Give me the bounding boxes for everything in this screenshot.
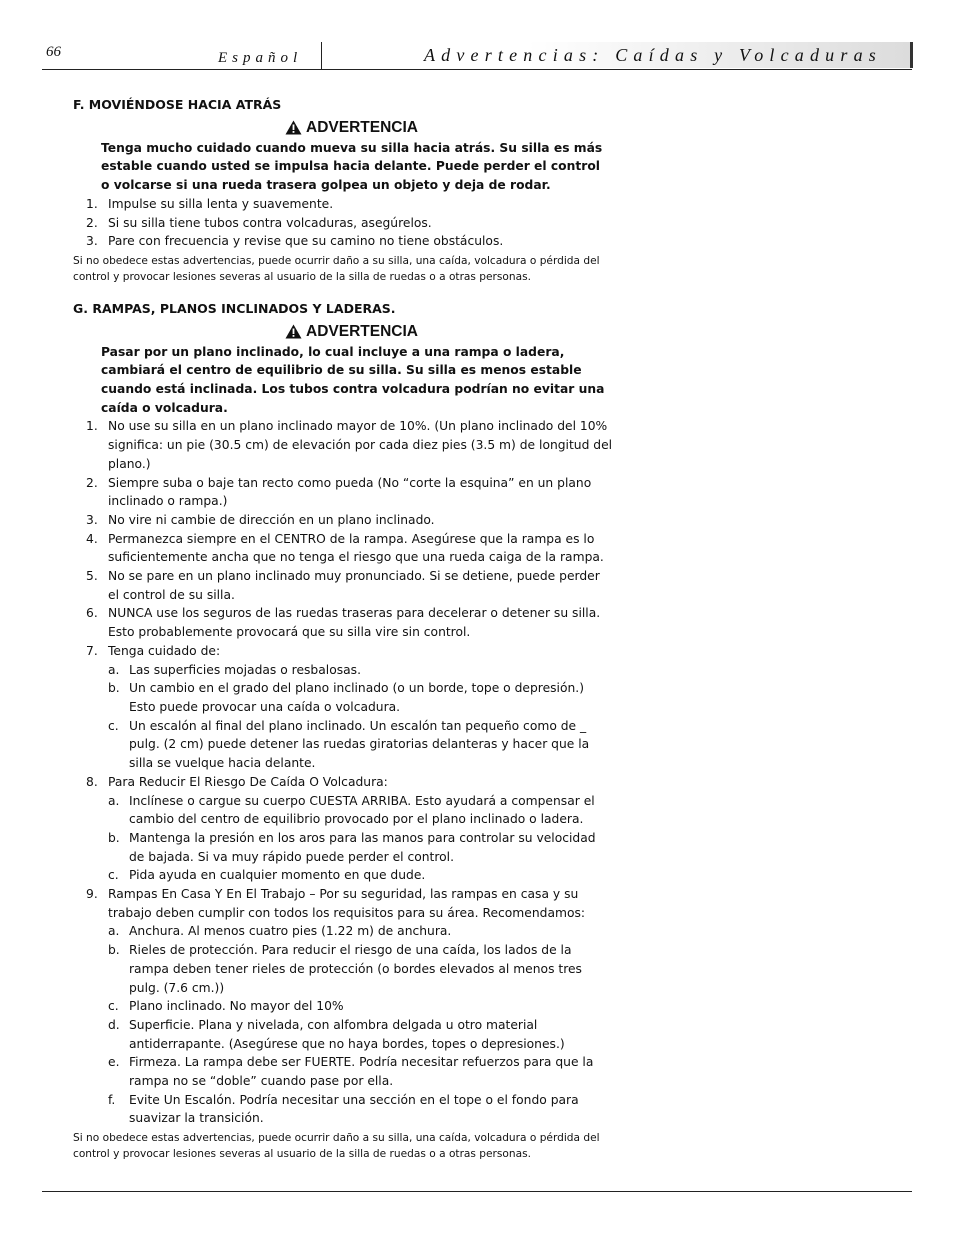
page-title: Advertencias: Caídas y Volcaduras <box>423 45 882 65</box>
list-item-number: 5. <box>86 569 98 584</box>
list-item-number: 2. <box>86 475 98 490</box>
list-item <box>73 885 613 922</box>
numbered-list <box>73 417 613 1128</box>
list-item-text: Rampas En Casa Y En El Trabajo – Por su seguridad, las rampas en casa y su trabajo deben cumplir con todos los requisitos para su área. Recomendamos: <box>108 887 586 920</box>
header-rule <box>42 69 912 70</box>
section-heading: G. RAMPAS, PLANOS INCLINADOS Y LADERAS. <box>73 300 396 316</box>
sub-list-text: Rieles de protección. Para reducir el riesgo de una caída, los lados de la rampa deben tener rieles de protección (o bordes elevados al menos tres pulg. (7.6 cm.)) <box>129 943 582 995</box>
sub-list-letter: e. <box>108 1055 120 1070</box>
sub-list-text: Las superficies mojadas o resbalosas. <box>129 662 361 677</box>
sub-list-text: Pida ayuda en cualquier momento en que dude. <box>129 868 426 883</box>
warning-note: Si no obedece estas advertencias, puede ocurrir daño a su silla, una caída, volcadura o pérdida del control y provocar lesiones severas al usuario de la silla de ruedas o a otras personas. <box>73 1132 600 1161</box>
list-item <box>73 530 613 567</box>
warning-note: Si no obedece estas advertencias, puede ocurrir daño a su silla, una caída, volcadura o pérdida del control y provocar lesiones severas al usuario de la silla de ruedas o a otras personas. <box>73 254 600 283</box>
sub-list-letter: b. <box>108 681 120 696</box>
list-item-text: Si su silla tiene tubos contra volcaduras, asegúrelos. <box>108 215 432 230</box>
warning-text: Pasar por un plano inclinado, lo cual incluye a una rampa o ladera, cambiará el centro de equilibrio de su silla. Su silla es menos estable cuando está inclinada. Los tubos contra volcadura podrían no evitar una caída o volcadura. <box>101 344 605 415</box>
warning-title: ADVERTENCIA <box>306 118 418 136</box>
list-item <box>73 511 613 530</box>
sub-list-letter: a. <box>108 662 120 677</box>
sub-list-item <box>108 679 613 716</box>
numbered-list <box>73 195 613 251</box>
list-item-text: No vire ni cambie de dirección en un plano inclinado. <box>108 512 435 527</box>
section-g <box>73 300 613 1162</box>
list-item-text: NUNCA use los seguros de las ruedas traseras para decelerar o detener su silla. Esto probablemente provocará que su silla vire sin control. <box>108 606 601 640</box>
sub-list-letter: a. <box>108 924 120 939</box>
sub-list-item <box>108 941 613 997</box>
list-item <box>73 773 613 792</box>
list-item-text: Para Reducir El Riesgo De Caída O Volcadura: <box>108 774 388 789</box>
list-item-text: Impulse su silla lenta y suavemente. <box>108 196 334 211</box>
list-item-text: Permanezca siempre en el CENTRO de la rampa. Asegúrese que la rampa es lo suficientemente ancha que no tenga el riesgo que una rueda caiga de la rampa. <box>108 531 604 565</box>
list-item-number: 8. <box>86 774 98 789</box>
list-item-number: 9. <box>86 887 98 902</box>
sub-list-item <box>108 661 613 680</box>
section-heading: F. MOVIÉNDOSE HACIA ATRÁS <box>73 97 282 112</box>
sub-list-letter: a. <box>108 793 120 808</box>
list-item <box>73 474 613 511</box>
warning-heading <box>285 118 613 138</box>
sub-list-letter: d. <box>108 1017 120 1032</box>
sub-list-text: Firmeza. La rampa debe ser FUERTE. Podría necesitar refuerzos para que la rampa no se “doble” cuando pase por ella. <box>129 1055 594 1089</box>
sub-list-item <box>108 1091 613 1128</box>
sub-list-letter: c. <box>108 868 119 883</box>
list-item-text: No use su silla en un plano inclinado mayor de 10%. (Un plano inclinado del 10% significa: un pie (30.5 cm) de elevación por cada diez pies (3.5 m) de longitud del plano.) <box>108 419 613 471</box>
warning-text: Tenga mucho cuidado cuando mueva su silla hacia atrás. Su silla es más estable cuando usted se impulsa hacia delante. Puede perder el control o volcarse si una rueda trasera golpea un objeto y deja de rodar. <box>101 140 603 193</box>
page-number: 66 <box>46 44 61 60</box>
list-item-number: 1. <box>86 196 98 211</box>
list-item-number: 3. <box>86 234 98 249</box>
language-label: Español <box>218 50 303 66</box>
warning-triangle-icon <box>285 324 302 339</box>
list-item <box>73 642 613 661</box>
list-item-number: 1. <box>86 419 98 434</box>
sub-list-item <box>108 792 613 829</box>
sub-list-text: Anchura. Al menos cuatro pies (1.22 m) de anchura. <box>129 924 452 939</box>
footer-rule <box>42 1191 912 1192</box>
list-item-number: 7. <box>86 643 98 658</box>
warning-triangle-icon <box>285 120 302 135</box>
sub-list-letter: c. <box>108 718 119 733</box>
sub-list-letter: c. <box>108 999 119 1014</box>
sub-list-item <box>108 717 613 773</box>
list-item-number: 6. <box>86 606 98 621</box>
section-f <box>73 96 613 285</box>
list-item <box>73 195 613 214</box>
list-item-text: Siempre suba o baje tan recto como pueda (No “corte la esquina” en un plano inclinado o rampa.) <box>108 475 592 509</box>
list-item-number: 3. <box>86 512 98 527</box>
list-item <box>73 604 613 641</box>
list-item-number: 2. <box>86 215 98 230</box>
main-content <box>73 96 613 1162</box>
list-item-text: Pare con frecuencia y revise que su camino no tiene obstáculos. <box>108 234 504 249</box>
sub-list-letter: f. <box>108 1092 116 1107</box>
list-item-text: Tenga cuidado de: <box>108 643 221 658</box>
list-item <box>73 232 613 251</box>
sub-list-item <box>108 866 613 885</box>
sub-list-item <box>108 997 613 1016</box>
list-item-text: No se pare en un plano inclinado muy pronunciado. Si se detiene, puede perder el control de su silla. <box>108 569 600 602</box>
warning-heading <box>285 322 613 342</box>
list-item <box>73 567 613 604</box>
sub-list-item <box>108 1016 613 1053</box>
sub-list-text: Plano inclinado. No mayor del 10% <box>129 999 344 1014</box>
warning-title: ADVERTENCIA <box>306 322 418 340</box>
list-item <box>73 214 613 233</box>
sub-list-letter: b. <box>108 830 120 845</box>
sub-list-text: Superficie. Plana y nivelada, con alfombra delgada u otro material antiderrapante. (Asegúrese que no haya bordes, topes o depresiones.) <box>129 1017 565 1051</box>
list-item-number: 4. <box>86 531 98 546</box>
list-item <box>73 417 613 473</box>
sub-list-item <box>108 829 613 866</box>
sub-list-letter: b. <box>108 943 120 958</box>
sub-list-text: Un escalón al final del plano inclinado. Un escalón tan pequeño como de _ pulg. (2 cm) puede detener las ruedas giratorias delanteras y hacer que la silla se vuelque hacia delante. <box>129 718 590 771</box>
sub-list-text: Inclínese o cargue su cuerpo CUESTA ARRIBA. Esto ayudará a compensar el cambio del centro de equilibrio provocado por el plano inclinado o ladera. <box>129 793 595 827</box>
sub-list-item <box>108 1053 613 1090</box>
sub-list-item <box>108 922 613 941</box>
header-title-bar <box>322 42 913 68</box>
sub-list-text: Mantenga la presión en los aros para las manos para controlar su velocidad de bajada. Si va muy rápido puede perder el control. <box>129 830 596 864</box>
sub-list-text: Evite Un Escalón. Podría necesitar una sección en el tope o el fondo para suavizar la transición. <box>129 1092 579 1126</box>
sub-list-text: Un cambio en el grado del plano inclinado (o un borde, tope o depresión.) Esto puede provocar una caída o volcadura. <box>129 681 584 714</box>
